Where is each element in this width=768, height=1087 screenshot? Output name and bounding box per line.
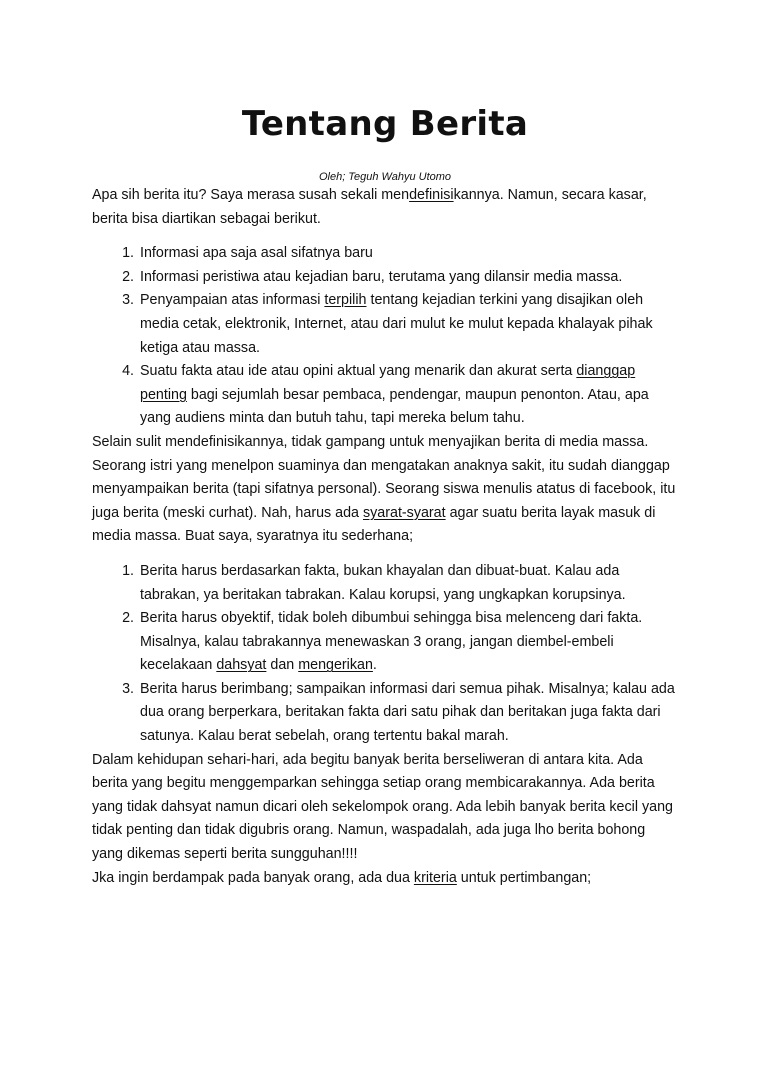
author-byline: Oleh; Teguh Wahyu Utomo [318,171,452,183]
page-title: Tentang Berita [241,104,529,144]
list2-item2-text-a: Berita harus obyektif, tidak boleh dibumbui sehingga bisa melenceng dari fakta. Misalnya, kalau tabrakannya menewaskan 3 orang, jangan diembel-embeli kecelakaan [140,610,643,674]
paragraph-everyday-news: Dalam kehidupan sehari-hari, ada begitu banyak berita berseliweran di antara kita. Ada berita yang begitu menggemparkan sehingga setiap orang membicarakannya. Ada berita yang tidak dahsyat namun dicari oleh sekelompok orang. Ada lebih banyak berita kecil yang tidak penting dan tidak digubris orang. Namun, waspadalah, ada juga lho berita bohong yang dikemas seperti berita sungguhan!!!! [92,751,673,863]
list1-item3-underlined: terpilih [324,292,367,309]
para2-text-a: Selain sulit mendefinisikannya, tidak gampang untuk menyajikan berita di media massa. Seorang istri yang menelpon suaminya dan mengatakan anaknya sakit, itu sudah dianggap menyampaikan berita (tapi sifatnya personal). Seorang siswa menulis atatus di facebook, itu juga berita (meski curhat). Nah, harus ada [92,433,676,521]
list2-item2-text-b: . [372,657,377,674]
list-item [138,266,678,290]
list2-item3-text: Berita harus berimbang; sampaikan informasi dari semua pihak. Misalnya; kalau ada dua orang berperkara, beritakan fakta dari satu pihak dan beritakan juga fakta dari satunya. Kalau berat sebelah, orang tertentu bakal marah. [140,680,675,745]
para4-text-b: untuk pertimbangan; [456,869,592,886]
list1-item4-text-a: Suatu fakta atau ide atau opini aktual yang menarik dan akurat serta [140,363,577,380]
paragraph-syarat [92,431,678,549]
list-item [138,289,678,360]
para4-underlined: kriteria [413,869,457,886]
paragraph-criteria [92,867,678,891]
para2-text-b: agar suatu berita layak masuk di media massa. Buat saya, syaratnya itu sederhana; [92,504,656,545]
list2-item2-underlined-2: mengerikan [298,657,373,674]
list-item [138,607,678,678]
list2-item2-underlined-1: dahsyat [216,657,267,674]
list1-item1-text: Informasi apa saja asal sifatnya baru [140,245,373,262]
list-item [138,360,678,431]
intro-text-a: Apa sih berita itu? Saya merasa susah sekali men [92,187,410,203]
list1-item2-text: Informasi peristiwa atau kejadian baru, terutama yang dilansir media massa. [140,268,623,285]
requirements-list [92,560,678,749]
list-item [138,560,678,607]
list1-item3-text-b: tentang kejadian terkini yang disajikan oleh media cetak, elektronik, Internet, atau dari mulut ke mulut kepada khalayak pihak ketiga atau massa. [140,292,653,356]
list-item [138,242,678,266]
list2-item1-text: Berita harus berdasarkan fakta, bukan khayalan dan dibuat-buat. Kalau ada tabrakan, ya beritakan tabrakan. Kalau korupsi, yang ungkapkan korupsinya. [140,562,626,603]
intro-text-b: kannya. Namun, secara kasar, berita bisa diartikan sebagai berikut. [92,187,647,227]
list1-item3-text-a: Penyampaian atas informasi [140,292,325,309]
list1-item4-text-b: bagi sejumlah besar pembaca, pendengar, maupun penonton. Atau, apa yang audiens minta dan butuh tahu, tapi mereka belum tahu. [140,386,649,427]
intro-paragraph [92,184,678,231]
list2-item2-text-m: dan [266,657,299,674]
definition-list [92,242,678,431]
list-item [138,678,678,749]
para2-underlined: syarat-syarat [362,504,446,521]
list1-item4-underlined: dianggap penting [140,363,636,403]
para4-text-a: Jka ingin berdampak pada banyak orang, ada dua [92,869,414,886]
intro-underlined: definisi [409,187,454,203]
